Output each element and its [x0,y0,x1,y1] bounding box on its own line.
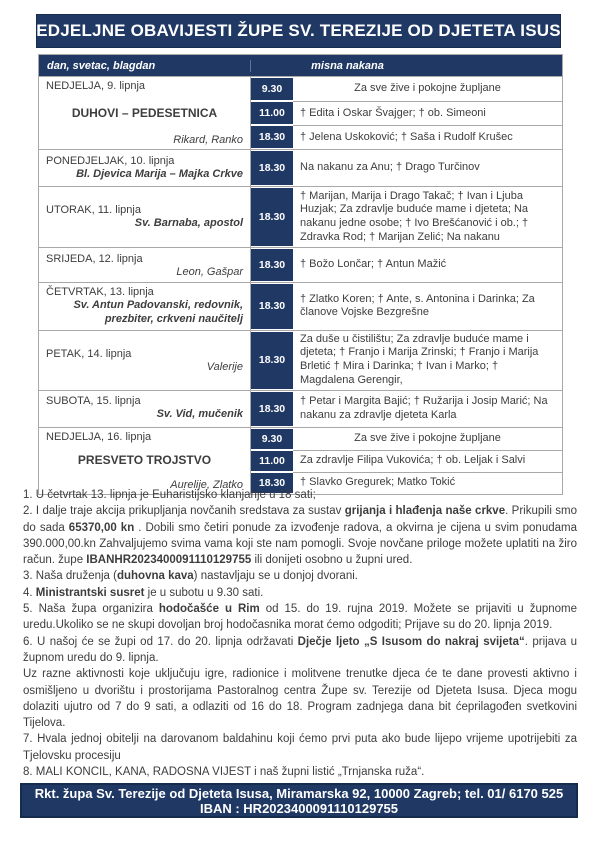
day-cell [39,391,251,427]
table-header-row [39,55,562,76]
mass-time: 18.30 [251,284,293,329]
mass-intention: † Petar i Margita Bajić; † Ružarija i Josip Marić; Na nakanu za zdravlje djeteta Karla [300,394,548,421]
announcement-item [23,585,577,601]
day-cell [39,428,251,494]
mass-time-cell [251,125,293,149]
mass-schedule-table [38,54,563,495]
feast-name: DUHOVI – PEDESETNICA [71,105,218,120]
announcement-text: 1. U četvrtak 13. lipnja je Euharistijsko klanjanje u 18 sati; [23,489,316,501]
table-row [39,247,562,282]
mass-intention: † Zlatko Koren; † Ante, s. Antonina i Darinka; Za članove Vojske Bezgrešne [300,292,535,319]
mass-row [251,450,562,472]
day-cell [39,248,251,282]
masses-cell [251,187,562,247]
name-day-names: Rikard, Ranko [173,134,243,146]
announcement-text: je u subotu u 9.30 sati. [144,586,264,599]
name-day-names: Valerije [206,360,243,373]
footer-address: Rkt. župa Sv. Terezije od Djeteta Isusa, Miramarska 92, 10000 Zagreb; tel. 01/ 6170 525 [34,785,564,801]
feast-name: Sv. Vid, mučenik [156,408,243,421]
mass-table-body [39,76,562,494]
announcement-bold-text: Dječje ljeto „S Isusom do nakraj svijeta“ [297,635,525,648]
footer-contact-bar [20,783,578,818]
feast-name: Sv. Barnaba, apostol [134,216,243,229]
announcement-bold-text: 65370,00 kn [68,521,135,534]
announcement-item [23,601,577,634]
mass-time: 18.30 [251,188,293,246]
masses-cell [251,331,562,390]
mass-time-cell [251,428,293,450]
announcement-text: . Prikupili smo do sada [23,505,577,534]
mass-intention: Na nakanu za Anu; † Drago Turčinov [300,161,480,174]
day-name: SUBOTA, 15. lipnja [46,395,141,408]
announcement-text: 6. U našoj će se župi od 17. do 20. lipnja održavati [23,635,298,648]
announcement-item [23,764,577,780]
masses-cell [251,248,562,282]
mass-row [251,101,562,125]
announcement-item [23,634,577,667]
mass-intention: † Jelena Uskoković; † Saša i Rudolf Krušec [293,125,562,149]
page-title: NEDJELJNE OBAVIJESTI ŽUPE SV. TEREZIJE OD DJETETA ISUSA [36,14,561,48]
mass-time-cell [251,77,293,101]
table-row [39,427,562,494]
announcement-item [23,487,577,503]
announcement-text: 7. Hvala jednoj obitelji na darovanom baldahinu koji ćemo prvi puta ako bude lijepo vrijeme upotrijebiti za Tjelovsku procesiju [23,733,577,762]
mass-row [251,428,562,450]
mass-time: 18.30 [251,126,293,148]
announcement-text: 8. MALI KONCIL, KANA, RADOSNA VIJEST i naš župni listić „Trnjanska ruža“. [23,766,425,779]
column-header-day: dan, svetac, blagdan [39,60,251,72]
mass-row [251,125,562,149]
masses-cell [251,283,562,330]
masses-cell [251,428,562,494]
announcements [23,487,577,780]
announcement-item [23,731,577,764]
mass-intention: Za duše u čistilištu; Za zdravlje buduće mame i djeteta; † Franjo i Marija Zrinski; † Franjo i Marija Brletić † Mira i Darinka; † Ivan i Marko; † Magdalena Gerengir, [300,332,539,386]
mass-row [251,77,562,101]
mass-row [251,391,562,427]
mass-time-cell [251,101,293,125]
mass-time-cell [251,283,293,330]
mass-intention: † Marijan, Marija i Drago Takač; † Ivan i Ljuba Huzjak; Za zdravlje buduće mame i djeteta; Na nakanu jedne osobe; † Ivo Brešćanović i ob.; † Zdravka Rod; † Marijan Zelić; Na nakanu [300,189,529,243]
announcement-text: od 15. do 19. rujna 2019. Možete se prijaviti u župnome uredu.Ukoliko se ne skupi dovoljan broj hodočasnika morat ćemo odgoditi; Prijave su do 20. lipnja 2019. [23,603,578,632]
day-name: NEDJELJA, 9. lipnja [46,80,146,92]
day-cell [39,77,251,149]
mass-time-cell [251,150,293,186]
mass-time-cell [251,450,293,472]
announcement-item [23,503,577,568]
day-name: ČETVRTAK, 13. lipnja [46,286,154,298]
announcement-text: 4. [23,586,36,599]
column-header-intention: misna nakana [311,59,384,72]
mass-time: 18.30 [251,151,293,185]
day-name: NEDJELJA, 16. lipnja [46,430,152,443]
feast-name: PRESVETO TROJSTVO [77,453,212,467]
announcement-bold-text: duhovna kava [116,570,194,583]
announcement-bold-text: grijanja i hlađenja naše crkve [344,505,506,518]
day-cell [39,331,251,390]
mass-time: 18.30 [251,473,293,493]
name-day-names: Aurelije, Zlatko [170,478,243,491]
announcement-text: . Dobili smo četiri ponude za izvođenje radova, a okvirna je cijena u svim ponudama 390.000,00.kn Zahvaljujemo svima vama koji ste nam pomogli. Svoje novčane priloge možete uplatiti na žiro račun. župe [23,521,577,567]
table-row [39,76,562,149]
mass-time-cell [251,248,293,282]
name-day-names: Leon, Gašpar [176,265,243,278]
announcement-item [23,666,577,731]
mass-time: 18.30 [251,392,293,426]
mass-time: 9.30 [251,429,293,449]
announcement-bold-text: Ministrantski susret [35,586,145,599]
mass-intention: † Božo Lončar; † Antun Mažić [300,258,447,271]
table-row [39,330,562,390]
announcement-text: Uz razne aktivnosti koje uključuju igre, radionice i molitvene trenutke djeca će te dane provesti aktivno i osmišljeno u dvorištu i prostorijama Pastoralnog centra Župe sv. Terezije od Djeteta Isusa. Djeca mogu dolaziti ujutro od 7 do 9 sati, a odlaziti od 16 do 18. Program zadnjega dana bit ćeprilagođen svetkovini Tijelova. [23,668,577,730]
mass-time: 11.00 [251,451,293,471]
day-name: PETAK, 14. lipnja [46,347,132,360]
announcement-bold-text: hodočašće u Rim [158,603,260,616]
mass-row [251,150,562,186]
feast-name: Bl. Djevica Marija – Majka Crkve [76,167,243,180]
announcement-text: ) nastavljaju se u donjoj dvorani. [193,570,358,583]
mass-row [251,248,562,282]
masses-cell [251,150,562,186]
footer-iban: IBAN : HR2023400091110129755 [199,800,399,816]
mass-row [251,283,562,330]
announcement-text: 3. Naša druženja ( [23,570,117,583]
masses-cell [251,391,562,427]
mass-intention: Za sve žive i pokojne župljane [354,431,501,444]
day-name: UTORAK, 11. lipnja [46,203,141,216]
mass-intention: Za sve žive i pokojne župljane [354,82,501,95]
mass-time-cell [251,331,293,390]
day-cell [39,283,251,330]
mass-time: 18.30 [251,249,293,281]
feast-name: Sv. Antun Padovanski, redovnik, prezbiter, crkveni naučitelj [73,299,243,325]
mass-time-cell [251,187,293,247]
table-row [39,149,562,186]
announcement-item [23,568,577,584]
day-cell [39,150,251,186]
mass-time-cell [251,391,293,427]
day-cell [39,187,251,247]
day-name: SRIJEDA, 12. lipnja [46,252,143,265]
announcement-text: 5. Naša župa organizira [23,603,159,616]
mass-intention: † Edita i Oskar Švajger; † ob. Simeoni [293,101,562,125]
day-name: PONEDJELJAK, 10. lipnja [46,154,175,167]
announcement-text: . prijava u župnom uredu do 9. lipnja. [23,635,578,664]
announcement-bold-text: IBANHR2023400091110129755 [86,554,252,567]
mass-time: 11.00 [251,102,293,124]
mass-time: 18.30 [251,332,293,389]
mass-time: 9.30 [251,78,293,100]
mass-row [251,331,562,390]
table-row [39,282,562,330]
masses-cell [251,77,562,149]
table-row [39,390,562,427]
announcement-text: ili donijeti osobno u župni ured. [251,554,413,567]
announcement-text: 2. I dalje traje akcija prikupljanja novčanih sredstava za sustav [23,505,345,518]
mass-intention: Za zdravlje Filipa Vukovića; † ob. Leljak i Salvi [293,450,562,472]
mass-intention: † Slavko Gregurek; Matko Tokić [293,472,562,494]
mass-row [251,187,562,247]
table-row [39,186,562,247]
